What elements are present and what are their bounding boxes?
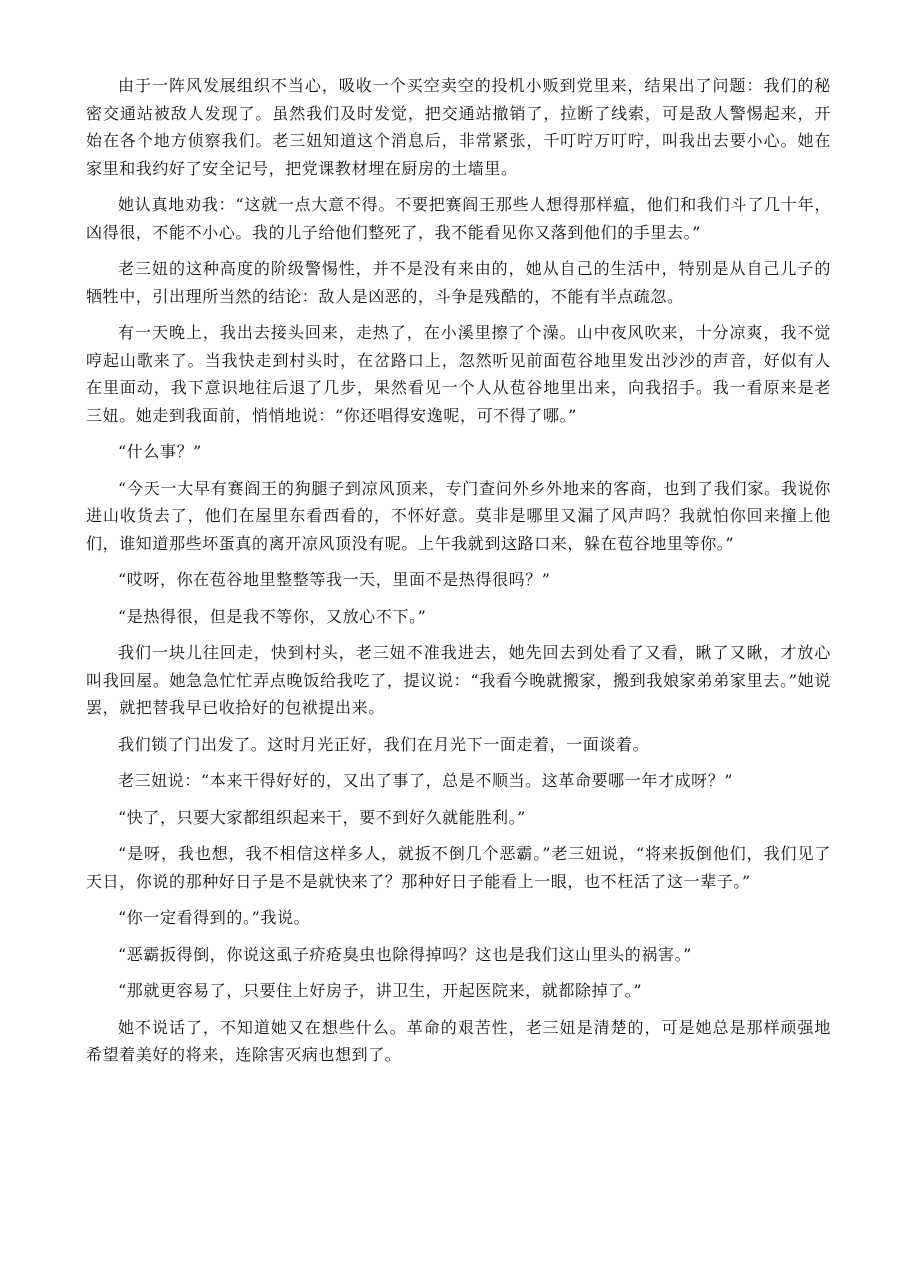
paragraph: 有一天晚上，我出去接头回来，走热了，在小溪里擦了个澡。山中夜风吹来，十分凉爽，我不觉哼起山歌来了。当我快走到村头时，在岔路口上，忽然听见前面苞谷地里发出沙沙的声音，好似有人在里面动，我下意识地往后退了几步，果然看见一个人从苞谷地里出来，向我招手。我一看原来是老三妞。她走到我面前，悄悄地说：“你还唱得安逸呢，可不得了哪。” [86,323,831,425]
paragraph: 她不说话了，不知道她又在想些什么。革命的艰苦性，老三妞是清楚的，可是她总是那样顽强地希望着美好的将来，连除害灭病也想到了。 [86,1017,831,1064]
paragraph: 老三妞说：“本来干得好好的，又出了事了，总是不顺当。这革命要哪一年才成呀？” [118,771,734,790]
paragraph: “什么事？” [118,442,202,461]
paragraph: “那就更容易了，只要住上好房子，讲卫生，开起医院来，就都除掉了。” [118,981,643,1000]
paragraph: 她认真地劝我：“这就一点大意不得。不要把赛阎王那些人想得那样瘟，他们和我们斗了几十年，凶得很，不能不小心。我的儿子给他们整死了，我不能看见你又落到他们的手里去。” [86,195,831,242]
paragraph: “哎呀，你在苞谷地里整整等我一天，里面不是热得很吗？” [118,570,551,589]
paragraph: “是呀，我也想，我不相信这样多人，就扳不倒几个恶霸。”老三妞说，“将来扳倒他们，我们见了天日，你说的那种好日子是不是就快来了？那种好日子能看上一眼，也不枉活了这一辈子。” [86,844,831,891]
paragraph: 我们锁了门出发了。这时月光正好，我们在月光下一面走着，一面谈着。 [118,734,650,754]
paragraph: “是热得很，但是我不等你，又放心不下。” [118,606,427,626]
paragraph: 由于一阵风发展组织不当心，吸收一个买空卖空的投机小贩到党里来，结果出了问题：我们的秘密交通站被敌人发现了。虽然我们及时发觉，把交通站撤销了，拉断了线索，可是敌人警惕起来，开始在各个地方侦察我们。老三妞知道这个消息后，非常紧张，千叮咛万叮咛，叫我出去要小心。她在家里和我约好了安全记号，把党课教材埋在厨房的土墙里。 [86,76,831,178]
paragraph: “恶霸扳得倒，你说这虱子疥疮臭虫也除得掉吗？这也是我们这山里头的祸害。” [118,944,692,964]
paragraph: 老三妞的这种高度的阶级警惕性，并不是没有来由的，她从自己的生活中，特别是从自己儿子的牺牲中，引出理所当然的结论：敌人是凶恶的，斗争是残酷的，不能有半点疏忽。 [86,259,831,306]
paragraph: 我们一块儿往回走，快到村头，老三妞不准我进去，她先回去到处看了又看，瞅了又瞅，才放心叫我回屋。她急急忙忙弄点晚饭给我吃了，提议说：“我看今晚就搬家，搬到我娘家弟弟家里去。”她说罢，就把替我早已收拾好的包袱提出来。 [86,643,831,717]
article-body [86,72,831,1078]
paragraph: “快了，只要大家都组织起来干，要不到好久就能胜利。” [118,807,526,827]
paragraph: “今天一大早有赛阎王的狗腿子到凉风顶来，专门查问外乡外地来的客商，也到了我们家。我说你进山收货去了，他们在屋里东看西看的，不怀好意。莫非是哪里又漏了风声吗？我就怕你回来撞上他们，谁知道那些坏蛋真的离开凉风顶没有呢。上午我就到这路口来，躲在苞谷地里等你。” [86,478,831,553]
paragraph: “你一定看得到的。”我说。 [118,908,311,927]
